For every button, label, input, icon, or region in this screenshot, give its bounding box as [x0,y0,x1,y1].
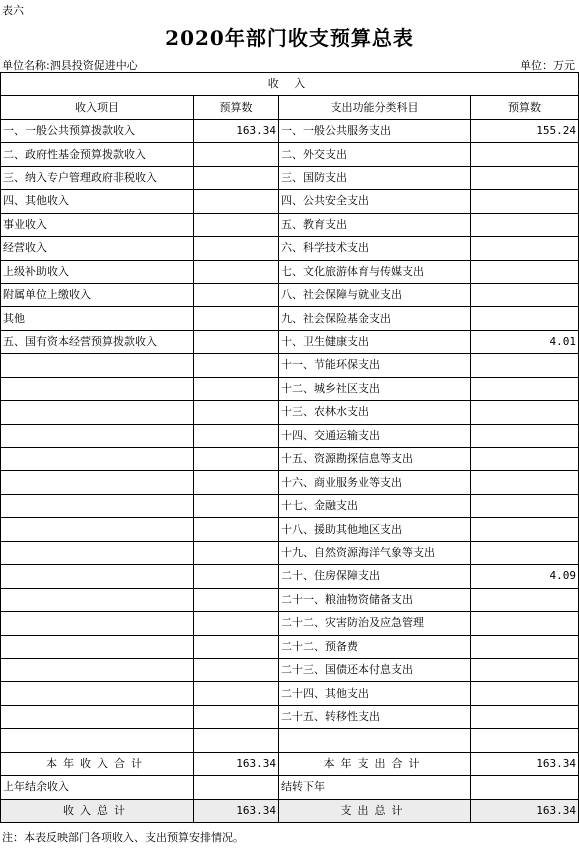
income-amount [194,448,279,471]
footnote: 注：本表反映部门各项收入、支出预算安排情况。 [2,831,244,844]
expense-item: 二十三、国债还本付息支出 [279,658,471,681]
expense-item: 四、公共安全支出 [279,190,471,213]
expense-amount [471,283,579,306]
header-expense-item: 支出功能分类科目 [279,96,471,119]
income-label: 上年结余收入 [1,776,194,799]
table-row [1,424,579,447]
expense-amount: 155.24 [471,119,579,142]
expense-label: 结转下年 [279,776,471,799]
expense-item: 十、卫生健康支出 [279,330,471,353]
expense-amount: 163.34 [471,752,579,775]
table-row [1,143,579,166]
income-item [1,401,194,424]
header-expense-amount: 预算数 [471,96,579,119]
year-total-row [1,752,579,775]
income-item [1,424,194,447]
expense-amount [471,518,579,541]
expense-amount [471,448,579,471]
expense-amount [471,658,579,681]
income-amount [194,424,279,447]
expense-amount [471,166,579,189]
expense-amount: 163.34 [471,799,579,822]
income-amount [194,729,279,752]
table-row [1,705,579,728]
table-row [1,541,579,564]
budget-table [0,72,579,823]
income-item [1,658,194,681]
expense-amount [471,213,579,236]
expense-amount [471,307,579,330]
income-amount [194,682,279,705]
income-item [1,541,194,564]
expense-amount [471,494,579,517]
expense-amount: 4.01 [471,330,579,353]
expense-item: 六、科学技术支出 [279,237,471,260]
expense-amount [471,541,579,564]
expense-amount [471,635,579,658]
expense-label: 本年支出合计 [279,752,471,775]
group-header-row [1,73,579,96]
income-amount [194,354,279,377]
income-item [1,612,194,635]
expense-item: 二十二、灾害防治及应急管理 [279,612,471,635]
income-amount [194,166,279,189]
expense-amount [471,705,579,728]
expense-amount [471,354,579,377]
header-income-item: 收入项目 [1,96,194,119]
expense-item: 二十二、预备费 [279,635,471,658]
income-item: 事业收入 [1,213,194,236]
income-item [1,565,194,588]
table-row [1,213,579,236]
expense-amount [471,237,579,260]
income-amount [194,494,279,517]
expense-item: 九、社会保险基金支出 [279,307,471,330]
expense-amount [471,143,579,166]
budget-table-body [1,73,579,823]
table-row [1,190,579,213]
expense-item: 十四、交通运输支出 [279,424,471,447]
table-row [1,471,579,494]
table-row [1,518,579,541]
income-item [1,354,194,377]
table-row [1,729,579,752]
table-number: 表六 [2,4,24,17]
column-header-row [1,96,579,119]
income-item: 上级补助收入 [1,260,194,283]
expense-amount [471,190,579,213]
income-item: 经营收入 [1,237,194,260]
currency-unit: 单位：万元 [520,59,575,72]
grand-total-row [1,799,579,822]
table-row [1,635,579,658]
table-row [1,237,579,260]
expense-amount [471,612,579,635]
income-amount [194,237,279,260]
income-amount [194,658,279,681]
income-amount [194,471,279,494]
table-row [1,377,579,400]
income-amount: 163.34 [194,752,279,775]
income-amount [194,190,279,213]
page-title: 2020年部门收支预算总表 [165,26,414,50]
expense-amount: 4.09 [471,565,579,588]
income-item: 二、政府性基金预算拨款收入 [1,143,194,166]
income-item [1,729,194,752]
table-row [1,448,579,471]
expense-item: 一、一般公共服务支出 [279,119,471,142]
expense-item: 十八、援助其他地区支出 [279,518,471,541]
income-amount [194,330,279,353]
income-item: 四、其他收入 [1,190,194,213]
income-amount [194,143,279,166]
income-amount [194,213,279,236]
table-row [1,354,579,377]
header-income-amount: 预算数 [194,96,279,119]
expense-item: 七、文化旅游体育与传媒支出 [279,260,471,283]
income-item: 三、纳入专户管理政府非税收入 [1,166,194,189]
expense-amount [471,377,579,400]
income-item [1,471,194,494]
income-amount [194,588,279,611]
expense-amount [471,588,579,611]
expense-item: 五、教育支出 [279,213,471,236]
income-label: 本年收入合计 [1,752,194,775]
table-row [1,330,579,353]
table-row [1,494,579,517]
income-item: 附属单位上缴收入 [1,283,194,306]
expense-item: 十六、商业服务业等支出 [279,471,471,494]
income-item: 五、国有资本经营预算拨款收入 [1,330,194,353]
income-item [1,494,194,517]
table-row [1,565,579,588]
income-amount [194,541,279,564]
income-item [1,682,194,705]
income-amount [194,401,279,424]
expense-item: 二十四、其他支出 [279,682,471,705]
table-row [1,119,579,142]
table-row [1,658,579,681]
table-row [1,588,579,611]
expense-amount [471,424,579,447]
income-amount [194,612,279,635]
income-amount [194,518,279,541]
expense-amount [471,729,579,752]
income-amount [194,635,279,658]
income-label: 收入总计 [1,799,194,822]
income-amount [194,705,279,728]
expense-item: 二十、住房保障支出 [279,565,471,588]
income-amount [194,776,279,799]
expense-item: 三、国防支出 [279,166,471,189]
expense-item: 十三、农林水支出 [279,401,471,424]
expense-item: 十九、自然资源海洋气象等支出 [279,541,471,564]
expense-item: 十一、节能环保支出 [279,354,471,377]
table-row [1,307,579,330]
table-row [1,260,579,283]
group-header: 收 入 [1,73,579,96]
expense-item: 十五、资源勘探信息等支出 [279,448,471,471]
income-item [1,448,194,471]
income-item [1,705,194,728]
expense-item: 二、外交支出 [279,143,471,166]
income-item: 其他 [1,307,194,330]
income-amount [194,565,279,588]
income-item: 一、一般公共预算拨款收入 [1,119,194,142]
table-row [1,166,579,189]
expense-item: 十二、城乡社区支出 [279,377,471,400]
expense-item: 八、社会保障与就业支出 [279,283,471,306]
carry-over-row [1,776,579,799]
expense-item [279,729,471,752]
expense-item: 二十五、转移性支出 [279,705,471,728]
table-row [1,682,579,705]
income-item [1,635,194,658]
expense-item: 十七、金融支出 [279,494,471,517]
expense-amount [471,401,579,424]
income-item [1,588,194,611]
expense-amount [471,776,579,799]
expense-item: 二十一、粮油物资储备支出 [279,588,471,611]
expense-amount [471,260,579,283]
income-item [1,377,194,400]
table-row [1,401,579,424]
expense-amount [471,682,579,705]
expense-label: 支出总计 [279,799,471,822]
income-amount [194,260,279,283]
income-amount [194,283,279,306]
unit-name: 单位名称:泗县投资促进中心 [2,59,138,72]
income-amount [194,377,279,400]
table-row [1,612,579,635]
income-amount [194,307,279,330]
income-item [1,518,194,541]
income-amount: 163.34 [194,119,279,142]
table-row [1,283,579,306]
expense-amount [471,471,579,494]
income-amount: 163.34 [194,799,279,822]
